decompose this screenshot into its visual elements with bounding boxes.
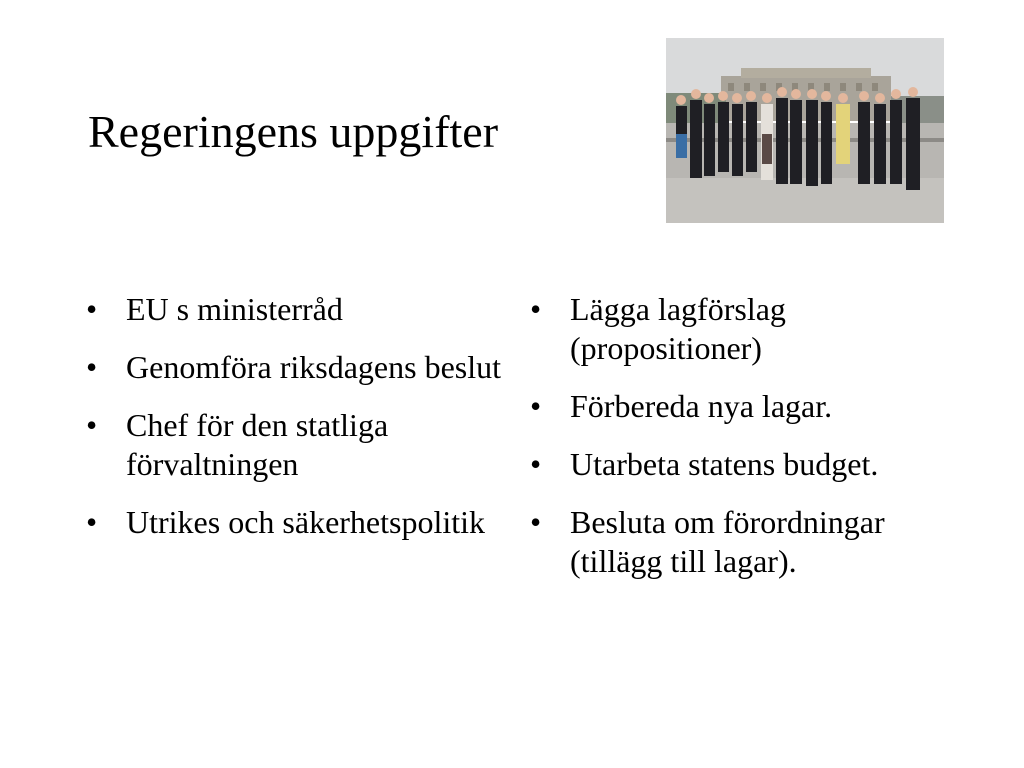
list-item-text: EU s ministerråd: [126, 291, 343, 327]
list-item: [530, 387, 930, 426]
slide-title: Regeringens uppgifter: [88, 106, 499, 157]
list-item-text: Utrikes och säkerhetspolitik: [126, 504, 486, 541]
list-item: [86, 348, 506, 387]
list-item-text: Förbereda nya lagar.: [570, 388, 833, 425]
left-bullet-list: [86, 290, 506, 561]
list-item: [530, 445, 930, 484]
list-item-text: Genomföra riksdagens beslut: [126, 349, 502, 386]
list-item-text: Chef för den statliga förvaltningen: [126, 407, 389, 483]
list-item-text: Lägga lagförslag (propositioner): [570, 291, 786, 367]
bullet-icon: •: [86, 504, 98, 541]
bullet-icon: •: [530, 291, 542, 327]
list-item: [86, 503, 506, 542]
bullet-icon: •: [86, 291, 98, 327]
group-photo-image: [666, 38, 944, 223]
list-item: [86, 406, 506, 484]
list-item: [86, 290, 506, 329]
group-photo: [666, 38, 944, 223]
list-item: [530, 290, 930, 368]
bullet-icon: •: [86, 407, 98, 444]
right-bullet-list: [530, 290, 930, 600]
bullet-icon: •: [530, 504, 542, 541]
list-item-text: Besluta om förordningar (tillägg till lagar).: [570, 504, 885, 580]
bullet-icon: •: [530, 446, 542, 483]
list-item-text: Utarbeta statens budget.: [570, 446, 879, 483]
bullet-icon: •: [86, 349, 98, 386]
bullet-icon: •: [530, 388, 542, 425]
list-item: [530, 503, 930, 581]
